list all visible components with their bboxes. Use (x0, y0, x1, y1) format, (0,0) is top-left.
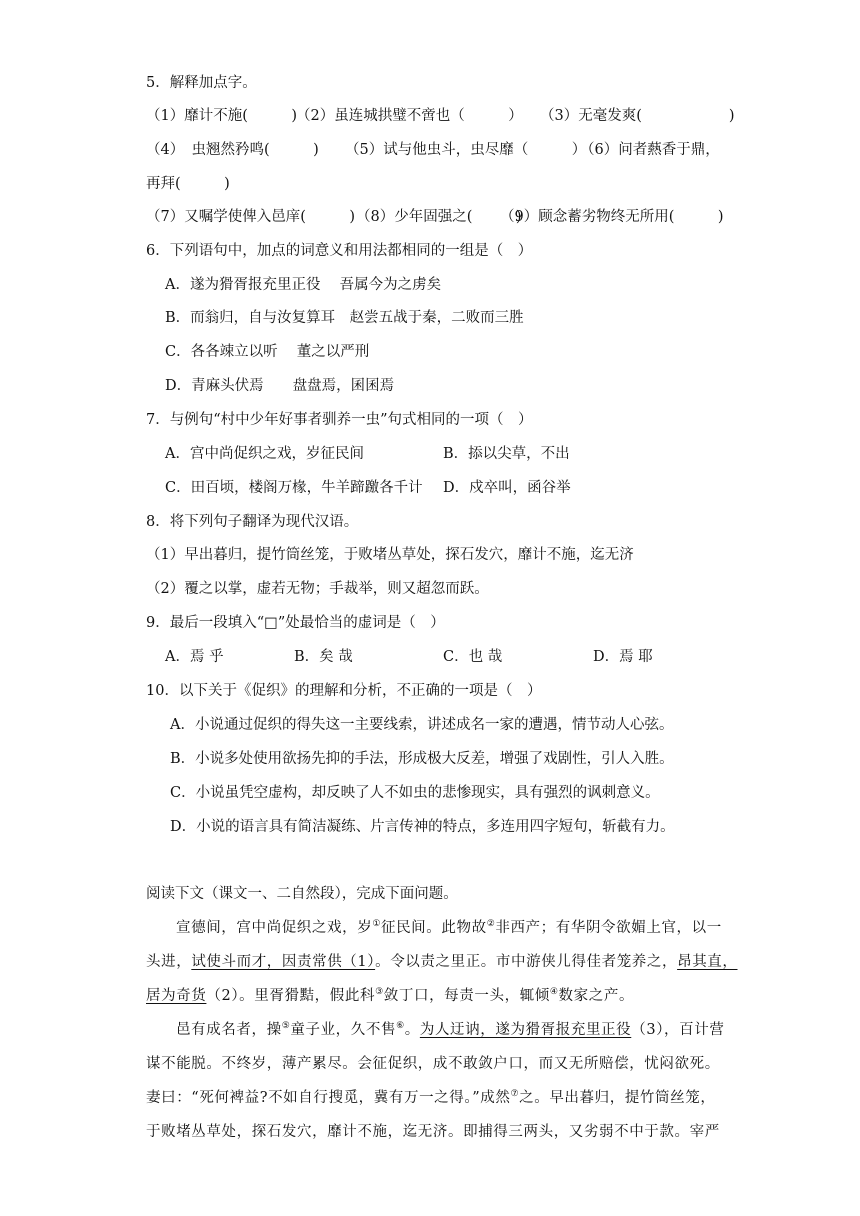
passage-p1-line-3 (146, 986, 634, 1006)
q10-option-d: D．小说的语言具有简洁凝练、片言传神的特点，多连用四字短句，斩截有力。 (170, 819, 675, 835)
q5-item-6-cont: 再拜( ) (146, 176, 230, 192)
q8-sentence-2: （2）覆之以掌，虚若无物；手裁举，则又超忽而跃。 (146, 581, 489, 597)
q5-item-4: （4） 虫翘然矜鸣( ) (146, 142, 319, 158)
q5-item-8: （8）少年固强之( ) (356, 209, 522, 225)
question-7-title: 7．与例句“村中少年好事者驯养一虫”句式相同的一项（ ） (146, 412, 533, 428)
q5-item-6: （6）问者爇香于鼎， (580, 142, 720, 158)
text-run: 征民间。此物故 (380, 920, 487, 936)
q7-option-a: A．宫中尚促织之戏，岁征民间 (165, 446, 364, 462)
passage-p2-line-2: 谋不能脱。不终岁，薄产累尽。会征促织，成不敢敛户口，而又无所赔偿，忧闷欲死。 (146, 1056, 720, 1072)
q6-option-a: A．遂为猾胥报充里正役 吾属今为之虏矣 (165, 277, 442, 293)
passage-p1-line-1 (176, 918, 722, 938)
text-run: 。 (404, 1022, 420, 1038)
q8-sentence-1: （1）早出暮归，提竹筒丝笼，于败堵丛草处，探石发穴，靡计不施，迄无济 (146, 547, 634, 563)
text-run: 邑有成名者，操 (176, 1022, 282, 1038)
passage-p1-line-2 (146, 952, 738, 972)
footnote-marker: ④ (549, 987, 559, 998)
text-run: 头进， (146, 954, 192, 970)
q5-item-2: （2）虽连城拱璧不啻也（ ） (296, 108, 523, 124)
q9-option-b: B．矣 哉 (294, 649, 353, 665)
q10-option-c: C．小说虽凭空虚构，却反映了人不如虫的悲惨现实，具有强烈的讽刺意义。 (170, 785, 660, 801)
q6-option-d: D．青麻头伏焉 盘盘焉，囷囷焉 (165, 378, 395, 394)
reading-intro: 阅读下文（课文一、二自然段），完成下面问题。 (146, 886, 458, 902)
text-run: 妻曰：“死何裨益?不如自行搜觅，冀有万一之得。”成然 (146, 1090, 511, 1106)
passage-p2-line-1 (176, 1020, 724, 1040)
q9-option-d: D．焉 耶 (593, 649, 653, 665)
passage-p2-line-4: 于败堵丛草处，探石发穴，靡计不施，迄无济。即捕得三两头，又劣弱不中于款。宰严 (146, 1124, 720, 1140)
footnote-marker: ② (486, 919, 496, 930)
question-6-title: 6．下列语句中，加点的词意义和用法都相同的一组是（ ） (146, 243, 533, 259)
text-run: 非西产；有华阴令欲媚上官，以一 (495, 920, 722, 936)
question-10-title: 10．以下关于《促织》的理解和分析，不正确的一项是（ ） (146, 683, 542, 699)
q9-option-a: A．焉 乎 (165, 649, 224, 665)
q10-option-a: A．小说通过促织的得失这一主要线索，讲述成名一家的遭遇，情节动人心弦。 (170, 717, 674, 733)
footnote-marker: ⑦ (510, 1089, 520, 1100)
q6-option-c: C．各各竦立以听 董之以严刑 (165, 344, 370, 360)
q5-item-1: （1）靡计不施( ) (146, 108, 298, 124)
q5-item-5: （5）试与他虫斗，虫尽靡（ ） (345, 142, 587, 158)
text-run: 童子业，久不售 (290, 1022, 397, 1038)
q7-option-b: B．掭以尖草，不出 (443, 446, 570, 462)
text-run: （2）。里胥猾黠，假此科 (206, 988, 376, 1004)
q5-item-3: （3）无毫发爽( ) (540, 108, 735, 124)
text-run: 之。早出暮归，提竹筒丝笼， (519, 1090, 716, 1106)
text-run: 数家之产。 (558, 988, 635, 1004)
footnote-marker: ③ (375, 987, 384, 998)
underlined-phrase-3: 为人迂讷，遂为猾胥报充里正役 (419, 1022, 632, 1038)
q9-option-c: C．也 哉 (443, 649, 503, 665)
underlined-phrase-1: 试使斗而才，因责常供（1） (191, 954, 376, 970)
q6-option-b: B．而翁归，自与汝复算耳 赵尝五战于秦，二败而三胜 (165, 310, 524, 326)
q7-option-c: C．田百顷，楼阁万椽，牛羊蹄躈各千计 (165, 480, 423, 496)
text-run: （3），百计营 (631, 1022, 725, 1038)
footnote-marker: ① (372, 919, 381, 930)
question-8-title: 8．将下列句子翻译为现代汉语。 (146, 514, 359, 530)
text-run: 。令以责之里正。市中游侠儿得佳者笼养之， (375, 954, 678, 970)
q10-option-b: B．小说多处使用欲扬先抑的手法，形成极大反差，增强了戏剧性，引人入胜。 (170, 751, 674, 767)
q7-option-d: D．戍卒叫，函谷举 (443, 480, 571, 496)
underlined-phrase-2a: 昂其直， (677, 954, 738, 970)
footnote-marker: ⑥ (396, 1021, 405, 1032)
q5-item-7: （7）又嘱学使俾入邑庠( ) (146, 209, 356, 225)
passage-p2-line-3 (146, 1088, 715, 1108)
question-5-title: 5．解释加点字。 (146, 75, 257, 91)
footnote-marker: ⑤ (281, 1021, 291, 1032)
q5-item-9: （9）顾念蓄劣物终无所用( ) (500, 209, 724, 225)
text-run: 敛丁口，每责一头，辄倾 (383, 988, 550, 1004)
question-9-title: 9．最后一段填入“□”处最恰当的虚词是（ ） (146, 615, 445, 631)
text-run: 宣德间，宫中尚促织之戏，岁 (176, 920, 373, 936)
underlined-phrase-2b: 居为奇货 (146, 988, 207, 1004)
